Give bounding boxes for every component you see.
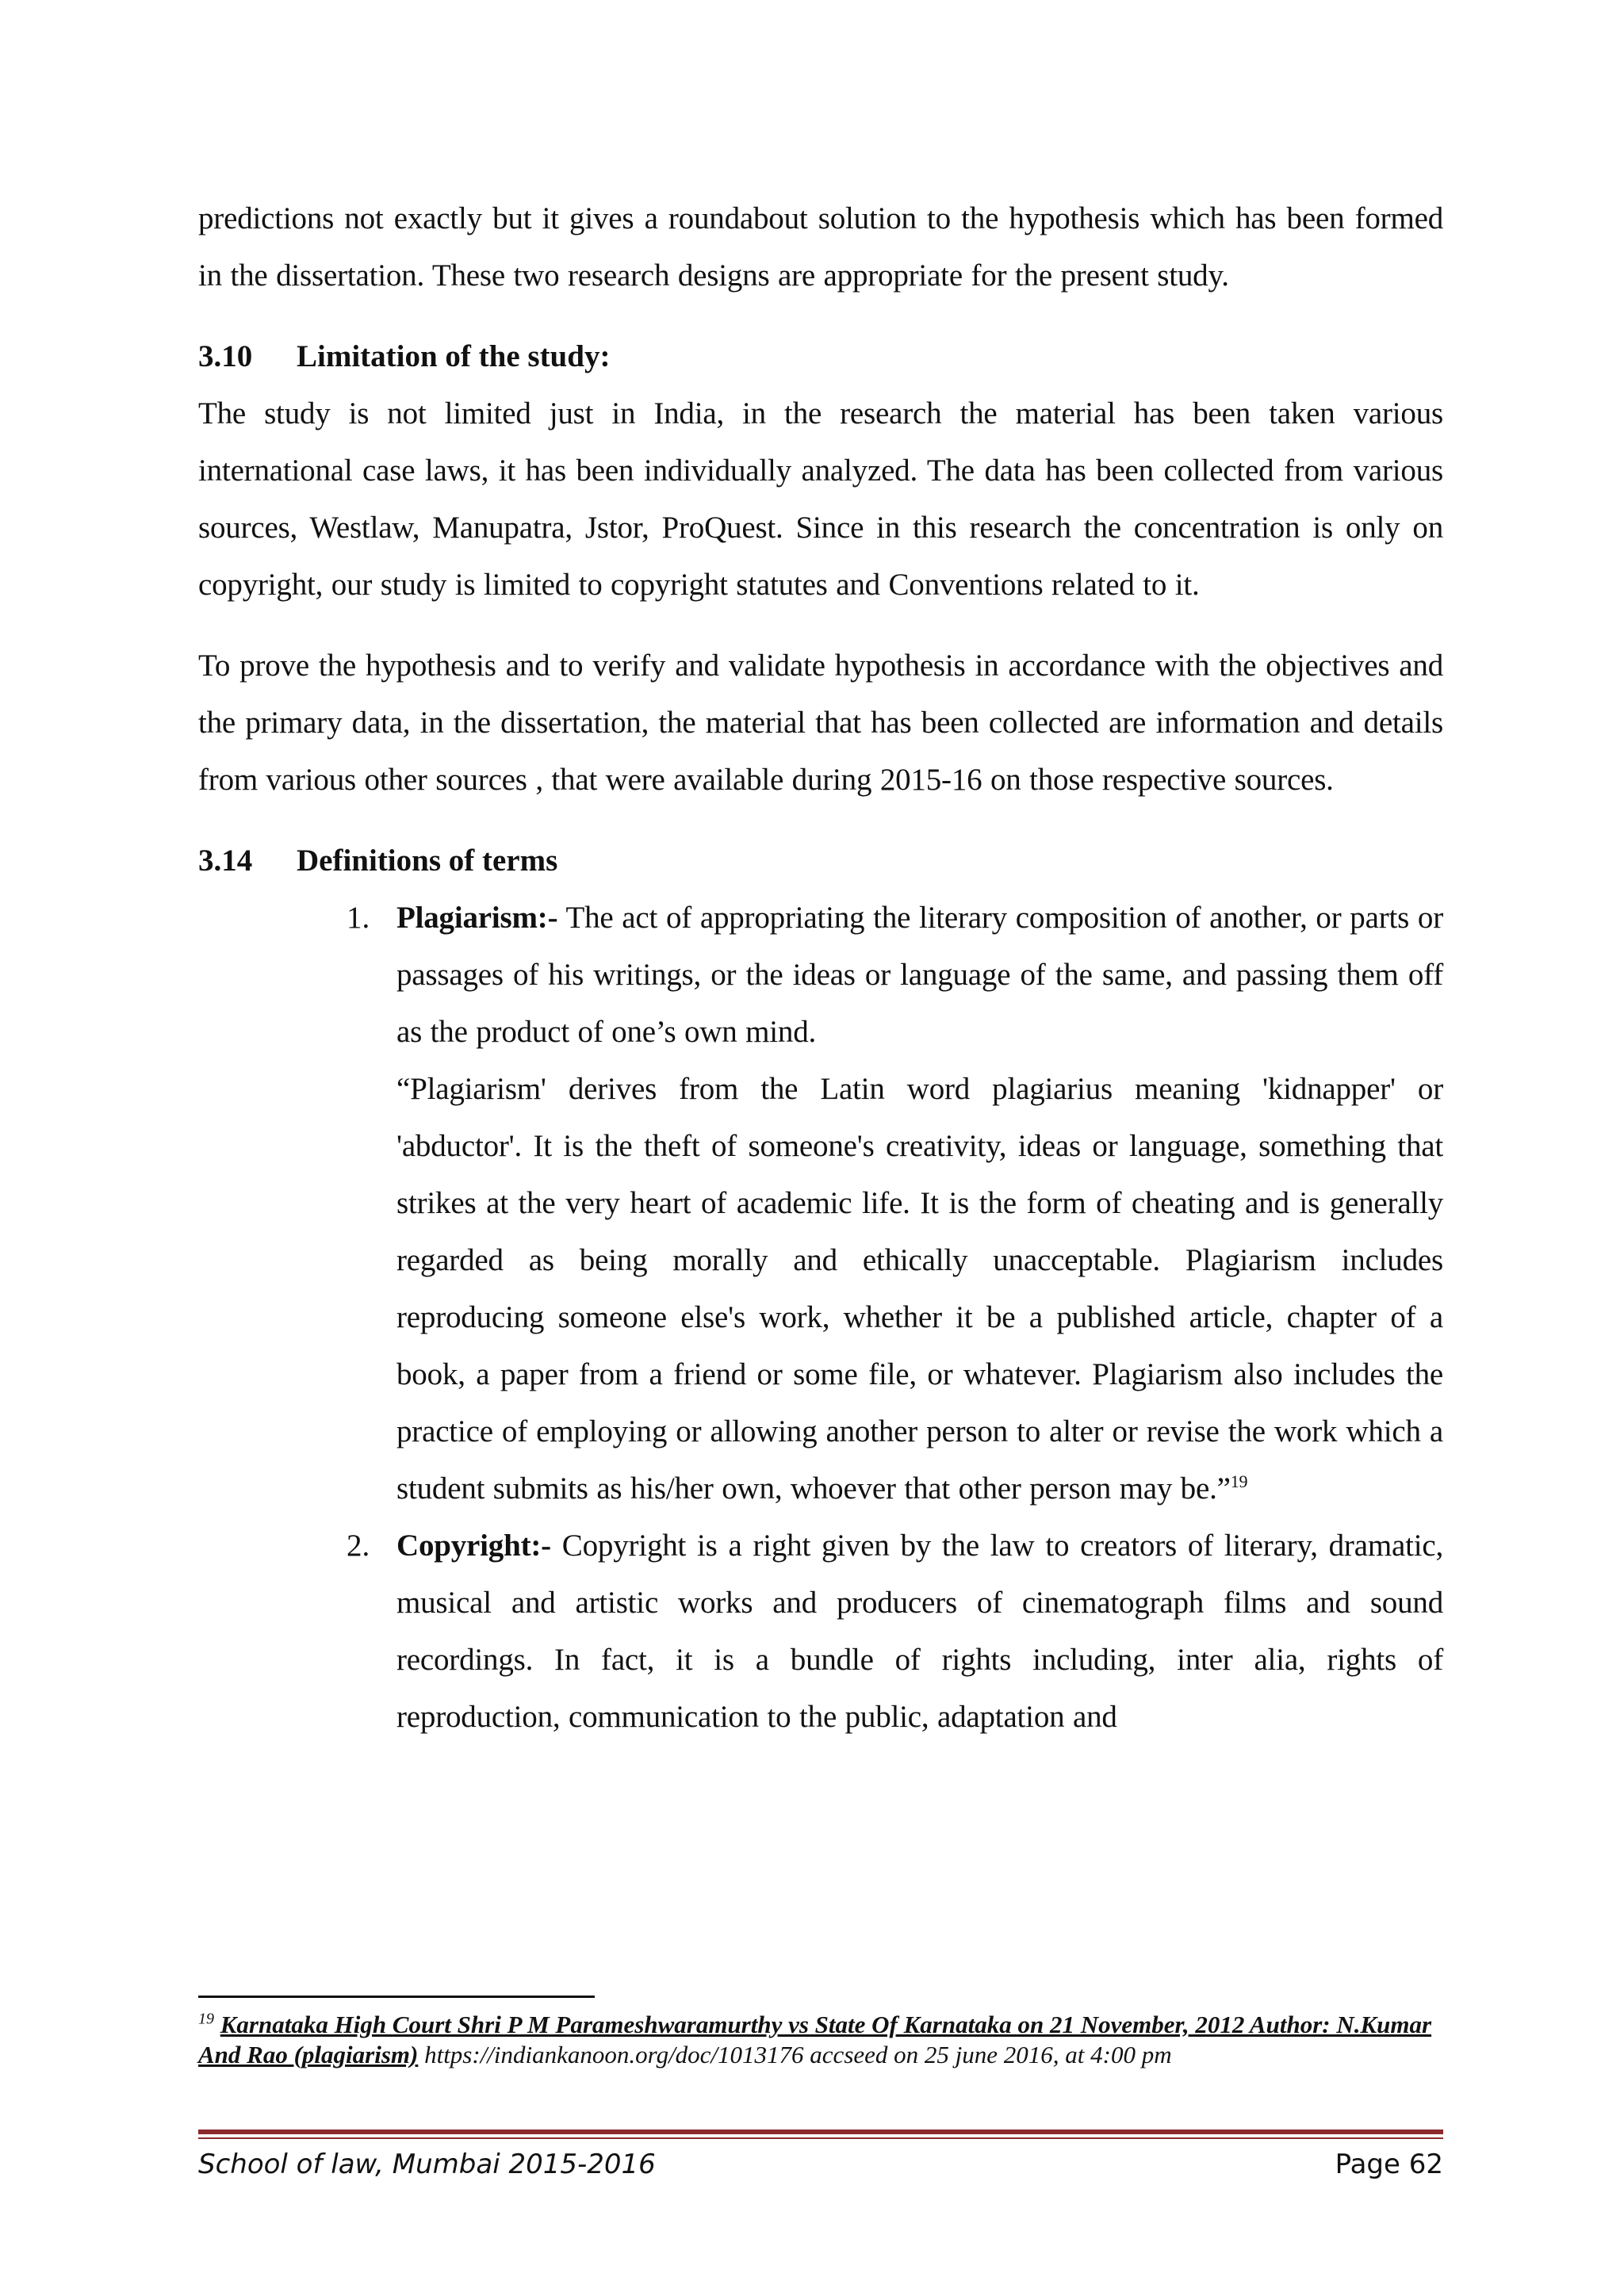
definition-body: The act of appropriating the literary composition of another, or parts or passages of his writings, or the ideas or language of the same, and passing them off as the product of one’s own mind.	[396, 901, 1443, 1049]
quote-text: “Plagiarism' derives from the Latin word plagiarius meaning 'kidnapper' or 'abductor'. It is the theft of someone's creativity, ideas or language, something that strikes at the very heart of academic life. It is the form of cheating and is generally regarded as being morally and ethically unacceptable. Plagiarism includes reproducing someone else's work, whether it be a published article, chapter of a book, a paper from a friend or some file, or whatever. Plagiarism also includes the practice of employing or allowing another person to alter or revise the work which a student submits as his/her own, whoever that other person may be.”	[396, 1072, 1443, 1506]
section-number: 3.14	[198, 844, 253, 878]
definition-term: Copyright:-	[396, 1529, 551, 1563]
footnote-number: 19	[198, 2010, 214, 2028]
section-title: Definitions of terms	[297, 844, 558, 878]
section-title: Limitation of the study:	[297, 339, 611, 373]
intro-paragraph: predictions not exactly but it gives a roundabout solution to the hypothesis which has been formed in the dissertation. These two research designs are appropriate for the present study.	[198, 201, 1443, 293]
page-content	[198, 190, 1443, 1746]
limitation-paragraph-1: The study is not limited just in India, in the research the material has been taken various international case laws, it has been individually analyzed. The data has been collected from various sources, Westlaw, Manupatra, Jstor, ProQuest. Since in this research the concentration is only on copyright, our study is limited to copyright statutes and Conventions related to it.	[198, 396, 1443, 602]
section-heading-3-10	[198, 328, 1443, 385]
footer-page-number: Page 62	[1335, 2149, 1443, 2180]
page-footer	[198, 2141, 1443, 2188]
footnote-reference[interactable]: 19	[1230, 1471, 1248, 1491]
section-heading-3-14	[198, 832, 1443, 890]
definition-text	[396, 1517, 1443, 1746]
definition-item-plagiarism	[198, 890, 1443, 1517]
section-number: 3.10	[198, 339, 253, 373]
footer-divider-thick	[198, 2130, 1443, 2134]
list-marker: 2.	[347, 1529, 370, 1563]
footer-divider-thin	[198, 2137, 1443, 2139]
definition-quote	[396, 1061, 1443, 1517]
definition-item-copyright	[198, 1517, 1443, 1746]
definition-body: Copyright is a right given by the law to creators of literary, dramatic, musical and artistic works and producers of cinematograph films and sound recordings. In fact, it is a bundle of rights including, inter alia, rights of reproduction, communication to the public, adaptation and	[396, 1529, 1443, 1734]
definitions-list	[198, 890, 1443, 1746]
footnote-source: https://indiankanoon.org/doc/1013176 accseed on 25 june 2016, at 4:00 pm	[418, 2041, 1172, 2068]
definition-term: Plagiarism:-	[396, 901, 558, 935]
definition-text	[396, 890, 1443, 1061]
footnote-title-link[interactable]: Karnataka High Court Shri P M Parameshwaramurthy vs State Of Karnataka on 21 November, 2012 Author: N.Kumar And Rao (plagiarism)	[198, 2011, 1432, 2068]
footer-school: School of law, Mumbai 2015-2016	[198, 2149, 656, 2180]
limitation-paragraph-2: To prove the hypothesis and to verify and validate hypothesis in accordance with the objectives and the primary data, in the dissertation, the material that has been collected are information and details from various other sources , that were available during 2015-16 on those respective sources.	[198, 649, 1443, 797]
footnote	[198, 2010, 1443, 2070]
footnote-divider	[198, 1996, 595, 1998]
list-marker: 1.	[347, 901, 370, 935]
